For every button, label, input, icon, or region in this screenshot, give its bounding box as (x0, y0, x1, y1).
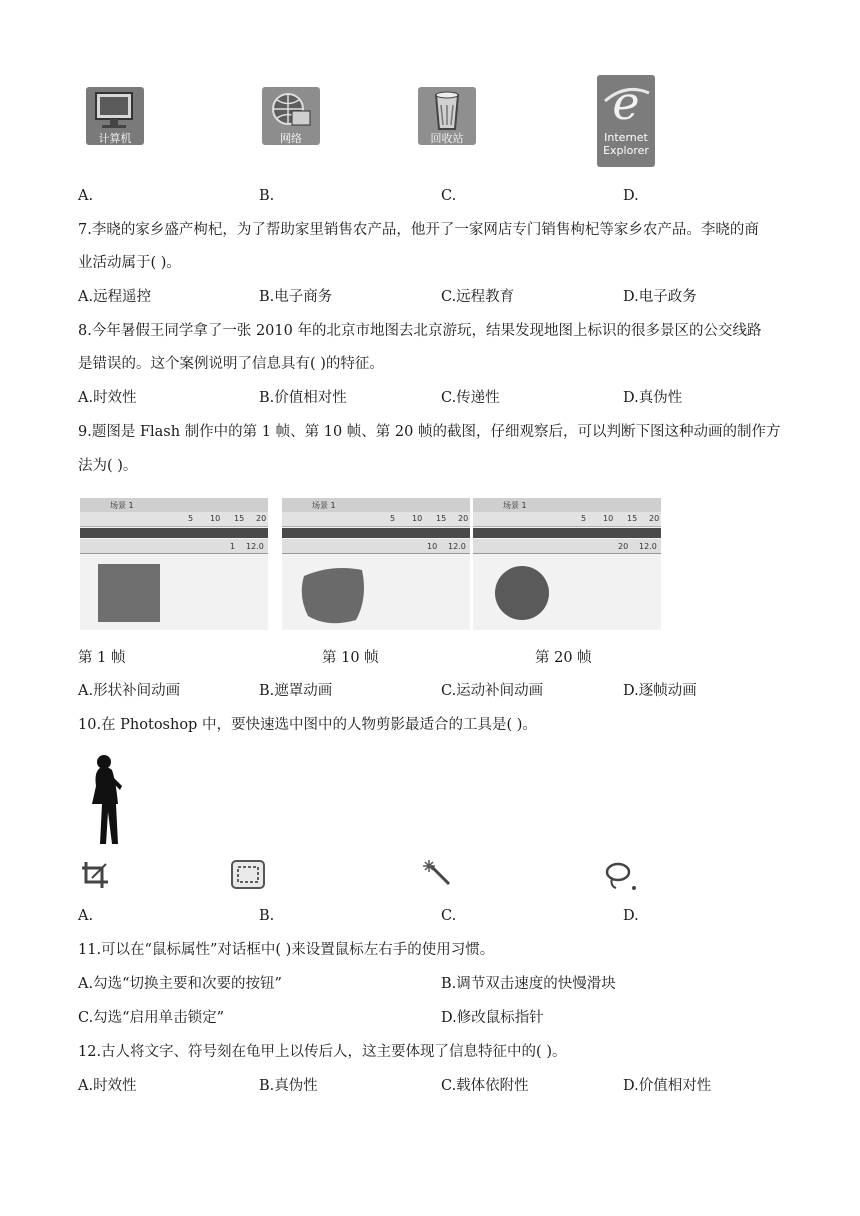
q9-option-c: C.运动补间动画 (441, 683, 544, 699)
q9-option-d: D.逐帧动画 (623, 683, 697, 699)
marquee-tool-icon (229, 858, 269, 892)
q7-option-c: C.远程教育 (441, 289, 515, 305)
ruler-tick: 10 (412, 514, 423, 523)
q8-option-d: D.真伪性 (623, 390, 683, 406)
q10-option-a: A. (78, 908, 94, 924)
ruler-tick: 5 (581, 514, 587, 523)
frame-1-label: 第 1 帧 (78, 650, 126, 666)
q9-stem-line1: 9.题图是 Flash 制作中的第 1 帧、第 10 帧、第 20 帧的截图，仔细观察后，可以判断下图这种动画的制作方 (78, 424, 781, 440)
q7-option-d: D.电子政务 (623, 289, 697, 305)
q7-option-b: B.电子商务 (259, 289, 333, 305)
q9-option-a: A.形状补间动画 (78, 683, 181, 699)
q10-option-c: C. (441, 908, 457, 924)
ruler-tick: 10 (603, 514, 614, 523)
q8-option-c: C.传递性 (441, 390, 500, 406)
q10-stem-line1: 10.在 Photoshop 中，要快速选中图中的人物剪影最适合的工具是( )。 (78, 717, 537, 733)
frame-20-label: 第 20 帧 (535, 650, 592, 666)
q11-option-c: C.勾选“启用单击锁定” (78, 1010, 225, 1026)
q11-option-d: D.修改鼠标指针 (441, 1010, 544, 1026)
q10-option-d: D. (623, 908, 639, 924)
crop-tool-icon (78, 858, 118, 892)
person-silhouette-image (88, 752, 132, 848)
square-shape (98, 564, 160, 622)
q6-icon-recycle-bin (418, 75, 476, 165)
q6-option-a: A. (78, 188, 94, 204)
frame-number: 1 (230, 542, 236, 551)
circle-shape (495, 566, 549, 620)
flash-frame-10-screenshot (282, 498, 470, 630)
ruler-tick: 15 (627, 514, 638, 523)
icon-caption-line2: Explorer (603, 144, 649, 157)
q6-option-d: D. (623, 188, 639, 204)
q12-option-c: C.载体依附性 (441, 1078, 529, 1094)
scene-tab: 场景 1 (503, 501, 527, 510)
icon-caption: 网络 (280, 132, 302, 145)
q12-stem-line1: 12.古人将文字、符号刻在龟甲上以传后人，这主要体现了信息特征中的( )。 (78, 1044, 567, 1060)
ruler-tick: 5 (390, 514, 396, 523)
scene-tab: 场景 1 (110, 501, 134, 510)
icon-caption: 回收站 (430, 132, 464, 145)
ruler-tick: 20 (458, 514, 469, 523)
q7-option-a: A.远程遥控 (78, 289, 152, 305)
icon-caption-line1: Internet (604, 131, 648, 144)
q6-icon-computer (86, 75, 144, 165)
q7-stem-line1: 7.李晓的家乡盛产枸杞，为了帮助家里销售农产品，他开了一家网店专门销售枸杞等家乡农产品。李晓的商 (78, 222, 759, 238)
lasso-tool-icon (600, 858, 640, 892)
ruler-tick: 5 (188, 514, 194, 523)
q11-option-b: B.调节双击速度的快慢滑块 (441, 976, 616, 992)
fps-value: 12.0 (639, 542, 657, 551)
q6-icon-network (262, 75, 320, 165)
svg-text:e: e (612, 76, 640, 130)
ruler-tick: 10 (210, 514, 221, 523)
ruler-tick: 15 (234, 514, 245, 523)
flash-frame-1-screenshot (80, 498, 268, 630)
q12-option-a: A.时效性 (78, 1078, 137, 1094)
scene-tab: 场景 1 (312, 501, 336, 510)
frame-number: 10 (427, 542, 438, 551)
q11-option-a: A.勾选“切换主要和次要的按钮” (78, 976, 282, 992)
fps-value: 12.0 (246, 542, 264, 551)
ruler-tick: 15 (436, 514, 447, 523)
frame-number: 20 (618, 542, 629, 551)
morphing-shape (298, 562, 368, 626)
q10-option-b: B. (259, 908, 275, 924)
q9-stem-line2: 法为( )。 (78, 458, 138, 474)
icon-caption: 计算机 (98, 132, 132, 145)
fps-value: 12.0 (448, 542, 466, 551)
q12-option-d: D.价值相对性 (623, 1078, 712, 1094)
magic-wand-tool-icon (421, 858, 461, 892)
q9-option-b: B.遮罩动画 (259, 683, 333, 699)
flash-frame-20-screenshot (473, 498, 661, 630)
q8-option-a: A.时效性 (78, 390, 137, 406)
ruler-tick: 20 (649, 514, 660, 523)
q11-stem-line1: 11.可以在“鼠标属性”对话框中( )来设置鼠标左右手的使用习惯。 (78, 942, 495, 958)
q8-stem-line2: 是错误的。这个案例说明了信息具有( )的特征。 (78, 356, 384, 372)
q7-stem-line2: 业活动属于( )。 (78, 255, 181, 271)
q6-option-b: B. (259, 188, 275, 204)
q8-option-b: B.价值相对性 (259, 390, 347, 406)
q12-option-b: B.真伪性 (259, 1078, 318, 1094)
q6-option-c: C. (441, 188, 457, 204)
frame-10-label: 第 10 帧 (322, 650, 379, 666)
ruler-tick: 20 (256, 514, 267, 523)
q6-icon-internet-explorer (597, 75, 655, 165)
q8-stem-line1: 8.今年暑假王同学拿了一张 2010 年的北京市地图去北京游玩，结果发现地图上标识的很多景区的公交线路 (78, 323, 762, 339)
